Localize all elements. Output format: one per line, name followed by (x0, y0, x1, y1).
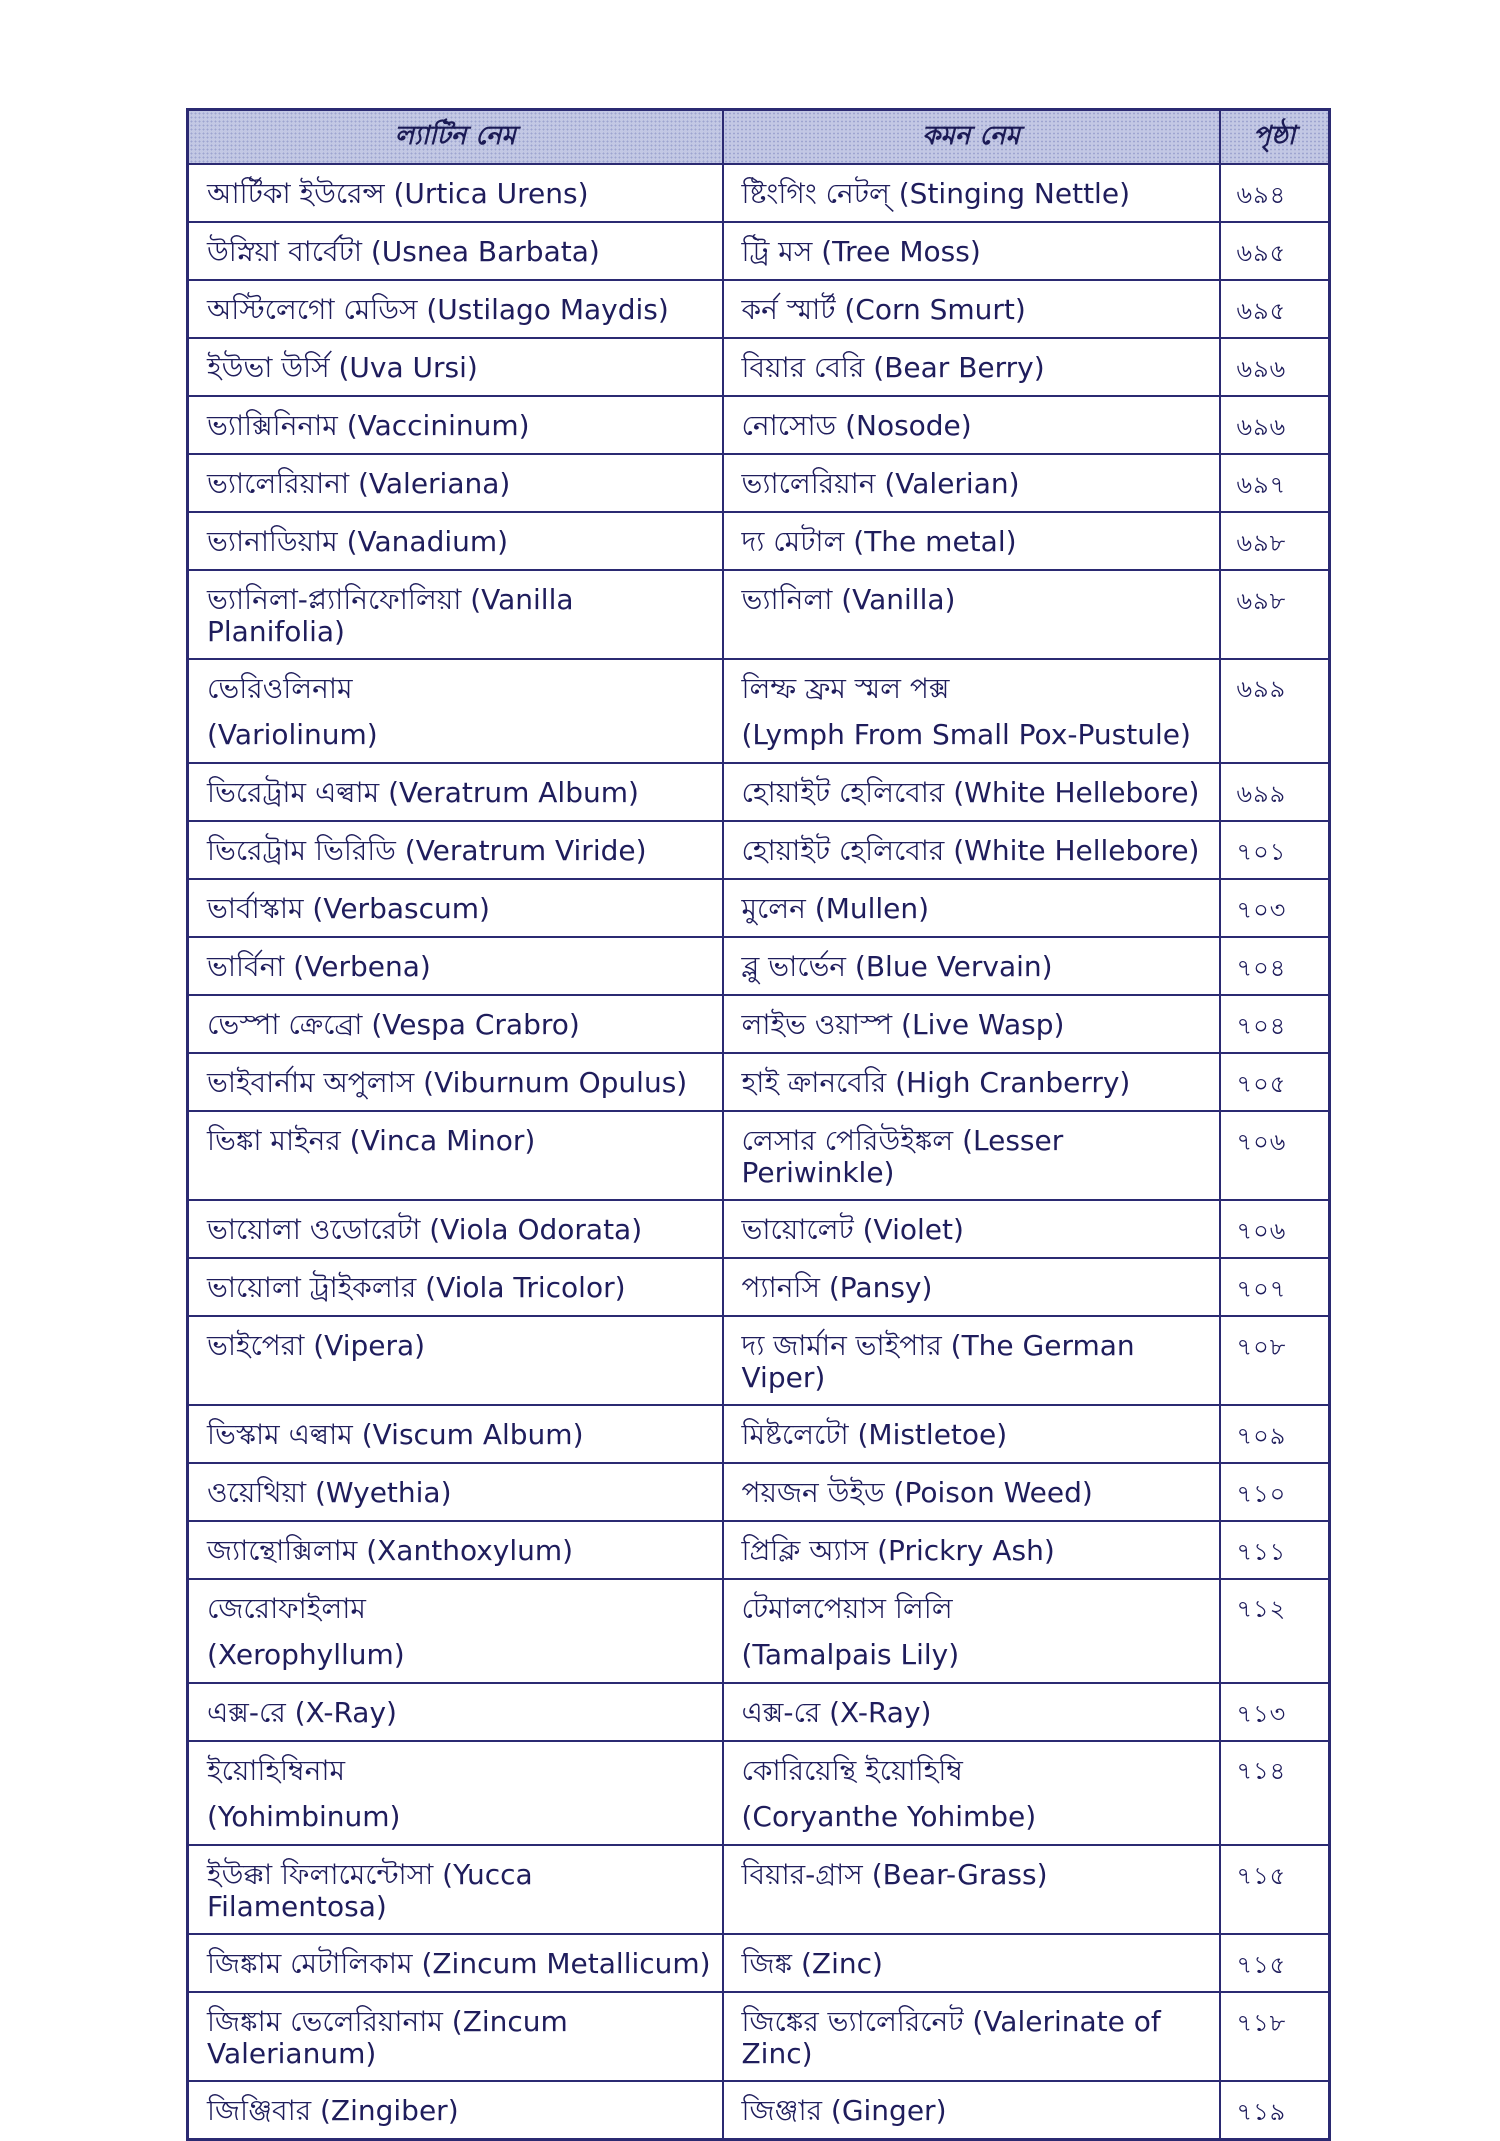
latin-name-cell (188, 1405, 723, 1463)
common-name-cell (723, 280, 1220, 338)
page-number-cell (1220, 1405, 1330, 1463)
page-number-cell-text: ৬৯৬ (1236, 413, 1287, 441)
common-name-cell (723, 1200, 1220, 1258)
page-number-cell-text: ৭১৩ (1236, 1700, 1287, 1728)
page-number-cell (1220, 570, 1330, 659)
common-name-cell (723, 659, 1220, 763)
common-name-cell-text: লেসার পেরিউইঙ্কল (Lesser Periwinkle) (741, 1124, 1064, 1189)
latin-name-cell-text: ভিঙ্কা মাইনর (Vinca Minor) (207, 1124, 536, 1157)
table-row (188, 1111, 1330, 1200)
page-number-cell (1220, 995, 1330, 1053)
page-number-cell-text: ৭১০ (1236, 1480, 1287, 1508)
table-row (188, 1200, 1330, 1258)
latin-name-cell-text: জিঙ্কাম ভেলেরিয়ানাম (Zincum Valerianum) (207, 2005, 568, 2070)
common-name-cell (723, 338, 1220, 396)
common-name-cell (723, 1579, 1220, 1683)
table-row (188, 1053, 1330, 1111)
page-number-cell (1220, 1111, 1330, 1200)
common-name-cell (723, 1111, 1220, 1200)
latin-name-cell (188, 763, 723, 821)
latin-name-cell-text-line2: (Yohimbinum) (207, 1800, 401, 1833)
page-number-cell (1220, 1463, 1330, 1521)
page-number-cell-text: ৭০৬ (1236, 1217, 1287, 1245)
table-row (188, 570, 1330, 659)
table-row (188, 763, 1330, 821)
common-name-cell-text: দ্য মেটাল (The metal) (741, 525, 1017, 558)
latin-name-cell-text: জ্যান্থোক্সিলাম (Xanthoxylum) (207, 1534, 574, 1567)
common-name-cell-text-line2: (Lymph From Small Pox-Pustule) (741, 718, 1191, 751)
latin-name-cell-text: ভ্যানাডিয়াম (Vanadium) (207, 525, 509, 558)
table-row (188, 1992, 1330, 2081)
page-number-cell (1220, 1992, 1330, 2081)
table-row (188, 222, 1330, 280)
latin-name-cell-text: ভায়োলা ওডোরেটা (Viola Odorata) (207, 1213, 643, 1246)
common-name-cell (723, 763, 1220, 821)
table-row (188, 879, 1330, 937)
common-name-cell-text: হোয়াইট হেলিবোর (White Hellebore) (741, 776, 1200, 809)
page-number-cell (1220, 512, 1330, 570)
common-name-cell (723, 2081, 1220, 2140)
page-number-cell-text: ৭০৪ (1236, 1012, 1287, 1040)
latin-name-cell (188, 1741, 723, 1845)
latin-name-cell (188, 1934, 723, 1992)
latin-name-cell-text: ভেরিওলিনাম (207, 672, 353, 705)
table-row (188, 1741, 1330, 1845)
table-row (188, 937, 1330, 995)
page-number-cell (1220, 1053, 1330, 1111)
common-name-cell-text-line2: (Coryanthe Yohimbe) (741, 1800, 1037, 1833)
latin-name-cell-text: ভাইবার্নাম অপুলাস (Viburnum Opulus) (207, 1066, 688, 1099)
common-name-cell (723, 1683, 1220, 1741)
common-name-header: কমন নেম (723, 110, 1220, 165)
latin-name-cell-text: ভেস্পা ক্রেব্রো (Vespa Crabro) (207, 1008, 580, 1041)
common-name-cell-text: জিঙ্ক (Zinc) (741, 1947, 883, 1980)
latin-name-cell-text: ইউক্কা ফিলামেন্টোসা (Yucca Filamentosa) (207, 1858, 533, 1923)
page-number-cell-text: ৬৯৪ (1236, 181, 1287, 209)
latin-name-cell (188, 879, 723, 937)
latin-name-cell (188, 995, 723, 1053)
common-name-cell (723, 1521, 1220, 1579)
common-name-cell-text: লাইভ ওয়াস্প (Live Wasp) (741, 1008, 1065, 1041)
common-name-cell (723, 222, 1220, 280)
page-number-cell-text: ৭১৮ (1236, 2009, 1287, 2037)
latin-name-cell-text: অস্টিলেগো মেডিস (Ustilago Maydis) (207, 293, 669, 326)
latin-name-cell-text: ভার্বিনা (Verbena) (207, 950, 431, 983)
table-header (188, 110, 1330, 165)
common-name-cell-text: পয়জন উইড (Poison Weed) (741, 1476, 1093, 1509)
common-name-cell-text-line2: (Tamalpais Lily) (741, 1638, 960, 1671)
common-name-cell (723, 570, 1220, 659)
page-number-cell-text: ৭১২ (1236, 1595, 1287, 1623)
latin-name-cell (188, 570, 723, 659)
latin-name-cell-text: ভ্যানিলা-প্ল্যানিফোলিয়া (Vanilla Planifolia) (207, 583, 574, 648)
table-row (188, 396, 1330, 454)
page-header: পৃষ্ঠা (1220, 110, 1330, 165)
common-name-cell (723, 512, 1220, 570)
common-name-cell-text: হোয়াইট হেলিবোর (White Hellebore) (741, 834, 1200, 867)
page-number-cell-text: ৭০৭ (1236, 1275, 1287, 1303)
latin-name-cell (188, 1316, 723, 1405)
latin-name-cell-text: ইয়োহিম্বিনাম (207, 1754, 346, 1787)
page-number-cell (1220, 1934, 1330, 1992)
table-row (188, 338, 1330, 396)
latin-name-cell-text-line2: (Variolinum) (207, 718, 378, 751)
table-row (188, 1683, 1330, 1741)
latin-name-cell-text: ভিরেট্রাম ভিরিডি (Veratrum Viride) (207, 834, 647, 867)
page-number-cell-text: ৬৯৮ (1236, 529, 1287, 557)
page-number-cell (1220, 1521, 1330, 1579)
latin-name-cell-text: উস্নিয়া বার্বেটা (Usnea Barbata) (207, 235, 600, 268)
page-number-cell (1220, 659, 1330, 763)
latin-name-cell (188, 1521, 723, 1579)
page-number-cell-text: ৭১৪ (1236, 1757, 1287, 1785)
latin-name-cell (188, 1258, 723, 1316)
latin-name-cell (188, 937, 723, 995)
common-name-cell-text: কর্ন স্মার্ট (Corn Smurt) (741, 293, 1026, 326)
page-number-cell (1220, 454, 1330, 512)
latin-name-cell-text: ভ্যাক্সিনিনাম (Vaccininum) (207, 409, 530, 442)
page-number-cell (1220, 1258, 1330, 1316)
common-name-cell (723, 454, 1220, 512)
common-name-cell (723, 937, 1220, 995)
table-row (188, 659, 1330, 763)
page-number-cell-text: ৬৯৮ (1236, 587, 1287, 615)
common-name-cell-text: কোরিয়েন্থি ইয়োহিম্বি (741, 1754, 963, 1787)
latin-name-cell (188, 821, 723, 879)
table-row (188, 821, 1330, 879)
common-name-cell (723, 1258, 1220, 1316)
latin-name-cell-text: আর্টিকা ইউরেন্স (Urtica Urens) (207, 177, 589, 210)
latin-name-cell-text: এক্স-রে (X-Ray) (207, 1696, 397, 1729)
common-name-cell-text: জিঞ্জার (Ginger) (741, 2094, 947, 2127)
page-number-cell-text: ৬৯৯ (1236, 780, 1287, 808)
table-row (188, 1258, 1330, 1316)
page-number-cell (1220, 338, 1330, 396)
latin-name-cell-text: ভার্বাস্কাম (Verbascum) (207, 892, 490, 925)
common-name-cell-text: টেমালপেয়াস লিলি (741, 1592, 953, 1625)
page-number-cell (1220, 280, 1330, 338)
latin-name-cell-text: ভাইপেরা (Vipera) (207, 1329, 426, 1362)
common-name-cell-text: ট্রি মস (Tree Moss) (741, 235, 981, 268)
page-number-cell (1220, 1683, 1330, 1741)
table-row (188, 1463, 1330, 1521)
page-number-cell-text: ৭১১ (1236, 1538, 1287, 1566)
common-name-cell-text: ভায়োলেট (Violet) (741, 1213, 964, 1246)
page-number-cell (1220, 1579, 1330, 1683)
page-number-cell (1220, 164, 1330, 222)
table-row (188, 1934, 1330, 1992)
latin-name-cell-text: ভ্যালেরিয়ানা (Valeriana) (207, 467, 511, 500)
page-number-cell (1220, 2081, 1330, 2140)
latin-name-cell-text: জিঙ্কাম মেটালিকাম (Zincum Metallicum) (207, 1947, 711, 1980)
latin-name-cell (188, 454, 723, 512)
page-number-cell-text: ৭০৯ (1236, 1422, 1287, 1450)
page-number-cell-text: ৭০৩ (1236, 896, 1287, 924)
page-number-cell (1220, 1200, 1330, 1258)
latin-name-cell (188, 1463, 723, 1521)
common-name-cell (723, 1934, 1220, 1992)
common-name-cell-text: ব্লু ভার্ভেন (Blue Vervain) (741, 950, 1053, 983)
common-name-cell-text: বিয়ার বেরি (Bear Berry) (741, 351, 1045, 384)
page-number-cell (1220, 1845, 1330, 1934)
latin-name-cell (188, 659, 723, 763)
page-number-cell-text: ৭০৫ (1236, 1070, 1287, 1098)
latin-name-cell (188, 512, 723, 570)
common-name-cell-text: ষ্টিংগিং নেটল্ (Stinging Nettle) (741, 177, 1130, 210)
common-name-cell (723, 1845, 1220, 1934)
table-row (188, 1521, 1330, 1579)
common-name-cell-text: ভ্যালেরিয়ান (Valerian) (741, 467, 1020, 500)
table-row (188, 2081, 1330, 2140)
latin-name-cell (188, 1053, 723, 1111)
page-number-cell (1220, 222, 1330, 280)
remedy-index-table (186, 108, 1331, 2141)
common-name-cell-text: প্রিক্লি অ্যাস (Prickry Ash) (741, 1534, 1055, 1567)
page-number-cell-text: ৬৯৭ (1236, 471, 1287, 499)
latin-name-cell-text: ভিস্কাম এল্বাম (Viscum Album) (207, 1418, 584, 1451)
page-number-cell (1220, 879, 1330, 937)
latin-name-cell (188, 1683, 723, 1741)
table-row (188, 512, 1330, 570)
latin-name-cell (188, 1579, 723, 1683)
page-number-cell-text: ৬৯৬ (1236, 355, 1287, 383)
latin-name-cell (188, 338, 723, 396)
page-number-cell (1220, 1741, 1330, 1845)
table-row (188, 164, 1330, 222)
latin-name-cell (188, 280, 723, 338)
table-row (188, 1579, 1330, 1683)
latin-name-cell (188, 222, 723, 280)
latin-name-cell-text: জিঞ্জিবার (Zingiber) (207, 2094, 459, 2127)
latin-name-cell (188, 1845, 723, 1934)
page-number-cell-text: ৭০১ (1236, 838, 1287, 866)
common-name-cell (723, 821, 1220, 879)
common-name-cell-text: মিষ্টলেটো (Mistletoe) (741, 1418, 1008, 1451)
latin-name-cell-text: জেরোফাইলাম (207, 1592, 366, 1625)
page-number-cell-text: ৭১৫ (1236, 1862, 1287, 1890)
latin-name-cell (188, 1111, 723, 1200)
page-number-cell (1220, 821, 1330, 879)
latin-name-header: ল্যাটিন নেম (188, 110, 723, 165)
table-row (188, 1316, 1330, 1405)
page-number-cell-text: ৭১৯ (1236, 2098, 1287, 2126)
latin-name-cell (188, 1200, 723, 1258)
common-name-cell (723, 879, 1220, 937)
table-body (188, 164, 1330, 2140)
common-name-cell-text: এক্স-রে (X-Ray) (741, 1696, 932, 1729)
table-row (188, 1405, 1330, 1463)
common-name-cell-text: হাই ক্রানবেরি (High Cranberry) (741, 1066, 1131, 1099)
common-name-cell (723, 1741, 1220, 1845)
common-name-cell (723, 1405, 1220, 1463)
page-number-cell-text: ৭০৮ (1236, 1333, 1287, 1361)
latin-name-cell-text-line2: (Xerophyllum) (207, 1638, 405, 1671)
common-name-cell (723, 1992, 1220, 2081)
page-number-cell-text: ৭০৬ (1236, 1128, 1287, 1156)
common-name-cell-text: প্যানসি (Pansy) (741, 1271, 933, 1304)
table-row (188, 280, 1330, 338)
header-row (188, 110, 1330, 165)
common-name-cell (723, 1053, 1220, 1111)
latin-name-cell (188, 2081, 723, 2140)
latin-name-cell (188, 164, 723, 222)
latin-name-cell-text: ইউভা উর্সি (Uva Ursi) (207, 351, 478, 384)
page-number-cell-text: ৬৯৫ (1236, 239, 1287, 267)
common-name-cell (723, 164, 1220, 222)
common-name-cell-text: নোসোড (Nosode) (741, 409, 972, 442)
table-row (188, 454, 1330, 512)
latin-name-cell (188, 396, 723, 454)
page-number-cell (1220, 396, 1330, 454)
latin-name-cell-text: ওয়েথিয়া (Wyethia) (207, 1476, 452, 1509)
common-name-cell-text: বিয়ার-গ্রাস (Bear-Grass) (741, 1858, 1048, 1891)
common-name-cell-text: লিম্ফ ফ্রম স্মল পক্স (741, 672, 950, 705)
common-name-cell (723, 1463, 1220, 1521)
page-number-cell-text: ৬৯৯ (1236, 675, 1287, 703)
latin-name-cell (188, 1992, 723, 2081)
common-name-cell-text: জিঙ্কের ভ্যালেরিনেট (Valerinate of Zinc) (741, 2005, 1161, 2070)
page-number-cell-text: ৭০৪ (1236, 954, 1287, 982)
common-name-cell-text: দ্য জার্মান ভাইপার (The German Viper) (741, 1329, 1135, 1394)
page-number-cell-text: ৭১৫ (1236, 1951, 1287, 1979)
common-name-cell (723, 396, 1220, 454)
latin-name-cell-text: ভিরেট্রাম এল্বাম (Veratrum Album) (207, 776, 639, 809)
table-row (188, 1845, 1330, 1934)
page-number-cell (1220, 763, 1330, 821)
common-name-cell (723, 1316, 1220, 1405)
latin-name-cell-text: ভায়োলা ট্রাইকলার (Viola Tricolor) (207, 1271, 626, 1304)
page-number-cell-text: ৬৯৫ (1236, 297, 1287, 325)
page-number-cell (1220, 1316, 1330, 1405)
page-number-cell (1220, 937, 1330, 995)
table-row (188, 995, 1330, 1053)
common-name-cell (723, 995, 1220, 1053)
common-name-cell-text: ভ্যানিলা (Vanilla) (741, 583, 956, 616)
common-name-cell-text: মুলেন (Mullen) (741, 892, 930, 925)
